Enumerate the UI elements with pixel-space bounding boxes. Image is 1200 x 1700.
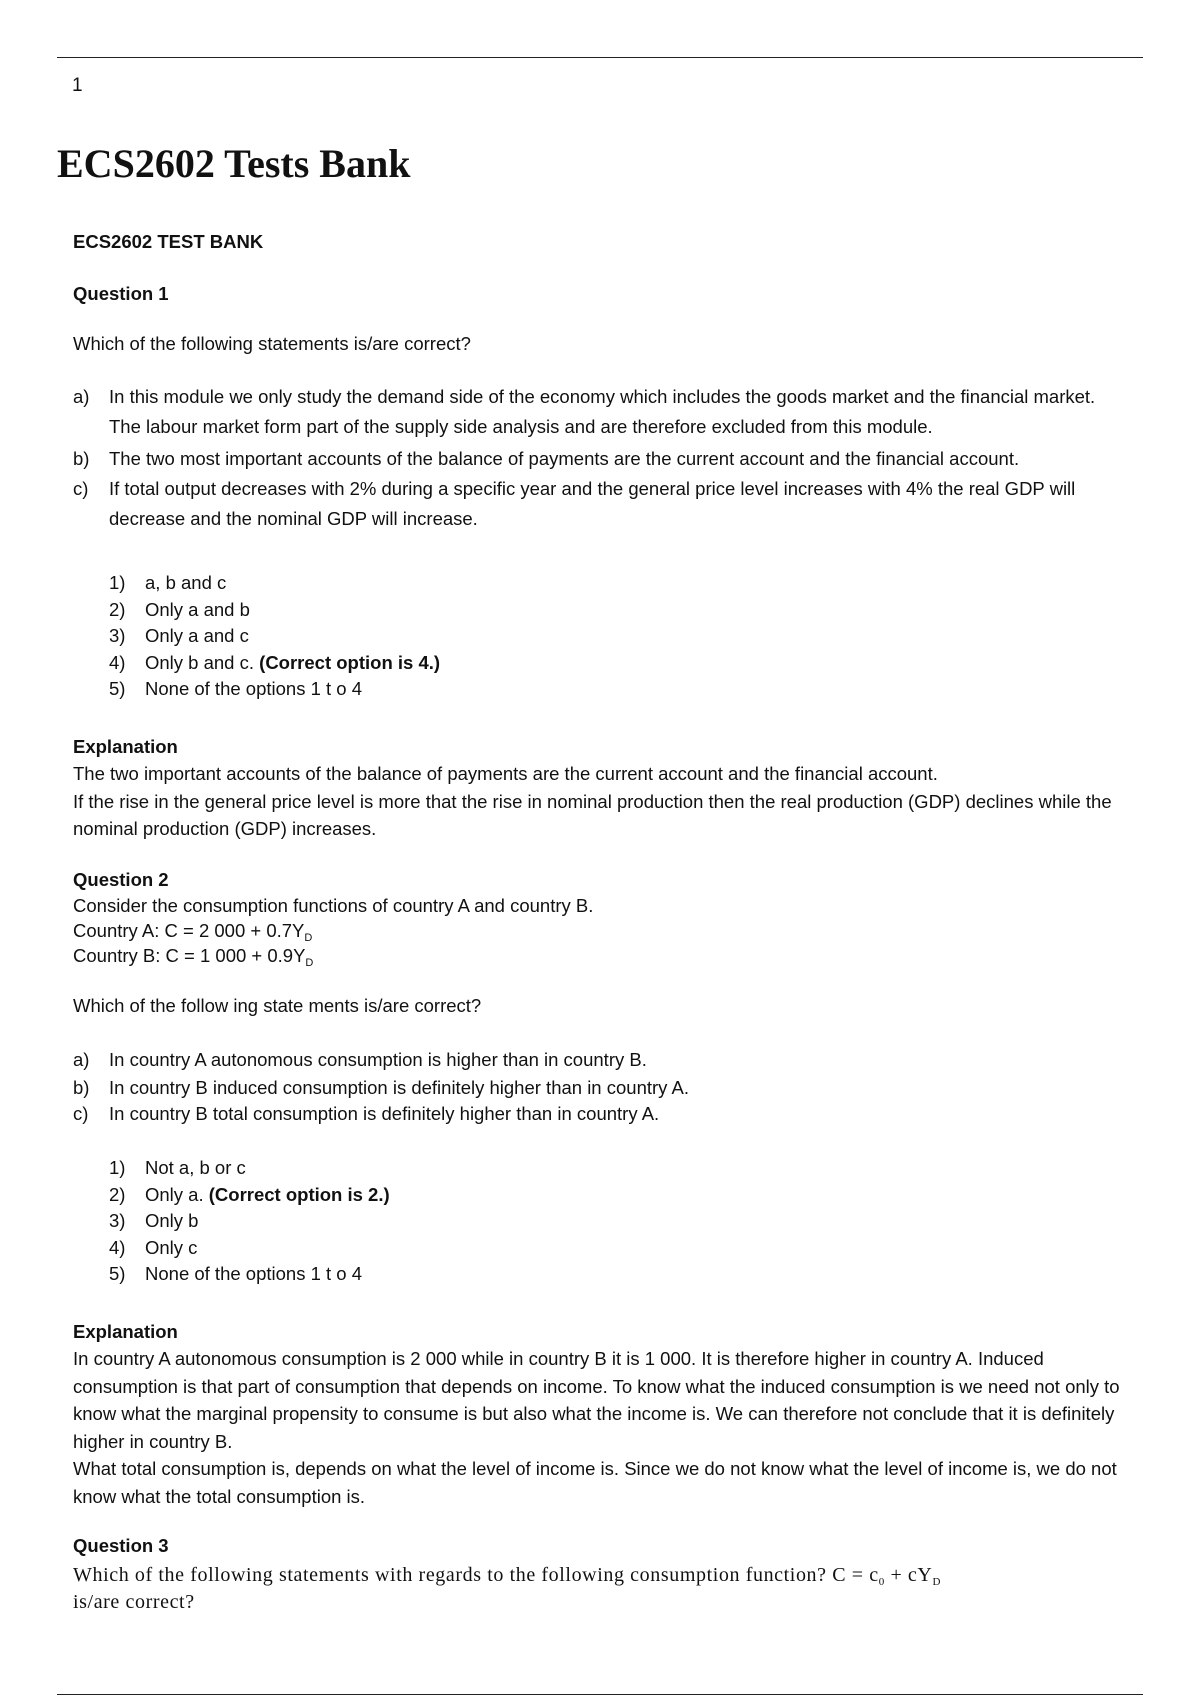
option-5: 5) None of the options 1 t o 4: [109, 1263, 363, 1284]
statement-c: c) In country B total consumption is definitely higher than in country A.: [73, 1103, 660, 1124]
country-a-function: Country A: C = 2 $000 + 0.7Y_D$: [73, 920, 313, 944]
question-1-explanation-heading: Explanation: [73, 736, 178, 757]
option-1: 1) Not a, b or c: [109, 1157, 246, 1178]
statement-b: b) In country B induced consumption is definitely higher than in country A.: [73, 1077, 690, 1098]
bottom-rule: [57, 1694, 1143, 1695]
document-title: ECS2602 Tests Bank: [57, 141, 411, 186]
question-1-prompt: Which of the following statements is/are correct?: [73, 333, 471, 354]
question-2-heading: Question 2: [73, 869, 169, 890]
question-3-prompt-line-1: Which of the following statements with regards to the following consumption function? $C = c_0 + cY_D$: [73, 1564, 941, 1588]
country-b-function: Country B: C = 1 $000 + 0.9Y_D$: [73, 945, 314, 969]
question-2-options: [109, 1155, 390, 1288]
statement-a: a) In country A autonomous consumption is higher than in country B.: [73, 1049, 647, 1070]
question-2-statements: [73, 1045, 689, 1127]
correct-option-note: (Correct option is 4.): [259, 651, 441, 673]
explanation-paragraph: In country A autonomous consumption is 2 000 while in country B it is 1 000. It is therefore higher in country A. Induced consumption is that part of consumption that depends on income. To know what the induced consumption is we need not only to know what the marginal propensity to consume is but also what the income is. We can therefore not conclude that it is definitely higher in country B.: [73, 1348, 1120, 1452]
question-1-statements: [73, 382, 1113, 534]
statement-b: b) The two most important accounts of the balance of payments are the current account and the financial account.: [73, 448, 1020, 469]
question-3-prompt-line-2: is/are correct?: [73, 1591, 195, 1613]
question-3-heading: Question 3: [73, 1535, 169, 1556]
question-2-intro: Consider the consumption functions of country A and country B.: [73, 895, 594, 916]
page-number: 1: [72, 75, 83, 96]
statement-a: a) In this module we only study the demand side of the economy which includes the goods market and the financial market. The labour market form part of the supply side analysis and are therefore excluded from this module.: [73, 386, 1096, 437]
option-3: 3) Only a and c: [109, 625, 249, 646]
explanation-paragraph: If the rise in the general price level is more that the rise in nominal production then the real production (GDP) declines while the nominal production (GDP) increases.: [73, 790, 1112, 839]
question-2-explanation: [73, 1345, 1133, 1510]
question-1-options: [109, 570, 440, 703]
question-1-explanation: [73, 760, 1133, 843]
top-rule: [57, 57, 1143, 58]
statement-c: c) If total output decreases with 2% during a specific year and the general price level increases with 4% the real GDP will decrease and the nominal GDP will increase.: [73, 478, 1076, 529]
option-1: 1) a, b and c: [109, 572, 227, 593]
option-5: 5) None of the options 1 t o 4: [109, 678, 363, 699]
question-2-prompt: Which of the follow ing state ments is/are correct?: [73, 995, 482, 1016]
option-4: 4) Only c: [109, 1236, 198, 1258]
explanation-paragraph: The two important accounts of the balance of payments are the current account and the financial account.: [73, 763, 938, 784]
question-2-explanation-heading: Explanation: [73, 1321, 178, 1342]
question-1-heading: Question 1: [73, 283, 169, 304]
option-4: 4) Only b and c. (Correct option is 4.): [109, 651, 441, 673]
option-2: 2) Only a and b: [109, 598, 250, 620]
correct-option-note: (Correct option is 2.): [208, 1183, 390, 1205]
test-bank-subtitle: ECS2602 TEST BANK: [73, 231, 264, 252]
explanation-paragraph: What total consumption is, depends on what the level of income is. Since we do not know what the level of income is, we do not know what the total consumption is.: [73, 1458, 1117, 1507]
option-2: 2) Only a. (Correct option is 2.): [109, 1183, 390, 1205]
option-3: 3) Only b: [109, 1210, 199, 1231]
